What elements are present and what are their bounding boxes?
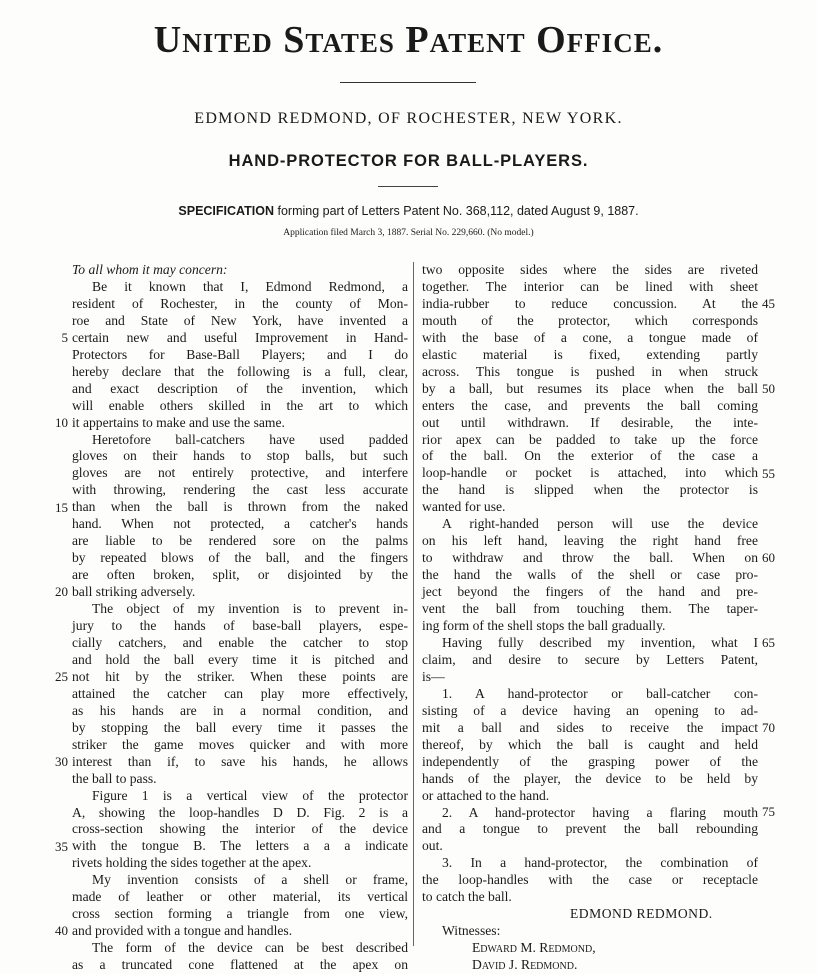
text-line: mouth of the protector, which corresponds	[422, 312, 758, 328]
text-line: enters the case, and prevents the ball coming	[422, 397, 758, 413]
line-number: 45	[762, 296, 775, 311]
line-number: 5	[61, 330, 68, 345]
text-line: and hold the ball every time it is pitched and	[72, 651, 408, 667]
text-line: 2. A hand-protector having a flaring mouth	[442, 804, 758, 820]
text-line: hereby declare that the following is a full, clear,	[72, 363, 408, 379]
text-line: than when the ball is thrown from the naked	[72, 499, 408, 515]
line-number: 15	[55, 500, 68, 515]
text-line: together. The interior can be lined with sheet	[422, 278, 758, 294]
text-line: with the tongue B. The letters a a a indicate	[72, 838, 408, 854]
text-line: Heretofore ball-catchers have used padded	[92, 431, 408, 447]
text-line: the hand is slipped when the protector is	[422, 482, 758, 498]
line-number: 20	[55, 584, 68, 599]
line-number: 65	[762, 635, 775, 650]
text-line: to catch the ball.	[422, 889, 512, 905]
text-line: across. This tongue is pushed in when struck	[422, 363, 758, 379]
text-line: rior apex can be padded to take up the force	[422, 431, 758, 447]
text-line: jury to the hands of base-ball players, espe-	[72, 618, 408, 634]
text-line: interest than if, to save his hands, he allows	[72, 753, 408, 769]
text-line: are liable to be rendered sore on the palms	[72, 533, 408, 549]
text-line: Protectors for Base-Ball Players; and I do	[72, 346, 408, 362]
text-line: made of leather or other material, its vertical	[72, 889, 408, 905]
text-line: cross section forming a triangle from one view,	[72, 906, 408, 922]
application-line: Application filed March 3, 1887. Serial No. 229,660. (No model.)	[283, 228, 534, 238]
text-line: thereof, by which the ball is caught and held	[422, 736, 758, 752]
specification-text: forming part of Letters Patent No. 368,112, dated August 9, 1887.	[277, 204, 639, 218]
line-number: 40	[55, 923, 68, 938]
line-number: 30	[55, 754, 68, 769]
text-line: is—	[422, 668, 445, 684]
line-number: 60	[762, 550, 775, 565]
text-line: ject beyond the fingers of the hand and pre-	[422, 584, 758, 600]
text-line: mit a ball and sides to receive the impact	[422, 719, 758, 735]
text-line: and provided with a tongue and handles.	[72, 923, 293, 939]
text-line: as a truncated cone flattened at the apex on	[72, 957, 408, 973]
text-line: or attached to the hand.	[422, 787, 550, 803]
text-line: My invention consists of a shell or frame,	[92, 872, 408, 888]
witness-name: Edward M. Redmond,	[472, 940, 596, 956]
text-line: gloves on their hands to stop balls, but such	[72, 448, 408, 464]
text-line: striker the game moves quicker and with more	[72, 736, 408, 752]
text-line: cially catchers, and enable the catcher to stop	[72, 634, 408, 650]
left-column	[72, 262, 408, 974]
right-column	[422, 262, 758, 974]
text-line: on his left hand, leaving the right hand free	[422, 533, 758, 549]
text-line: roe and State of New York, have invented a	[72, 312, 408, 328]
text-line: Be it known that I, Edmond Redmond, a	[92, 278, 408, 294]
witness-name: David J. Redmond.	[472, 957, 578, 973]
text-line: 1. A hand-protector or ball-catcher con-	[442, 685, 758, 701]
specification-label: SPECIFICATION	[178, 204, 274, 218]
invention-title: HAND-PROTECTOR FOR BALL-PLAYERS.	[228, 152, 589, 170]
text-line: vent the ball from touching them. The taper-	[422, 601, 758, 617]
text-line: To all whom it may concern:	[72, 262, 228, 277]
text-line: 3. In a hand-protector, the combination of	[442, 855, 758, 871]
inventor-line: EDMOND REDMOND, OF ROCHESTER, NEW YORK.	[194, 110, 623, 127]
text-line: rivets holding the sides together at the apex.	[72, 855, 312, 871]
text-line: A right-handed person will use the device	[442, 516, 758, 532]
text-line: attained the catcher can play more effectively,	[72, 685, 408, 701]
text-line: by a ball, but resumes its place when the ball	[422, 380, 758, 396]
text-line: by repeated blows of the ball, and the fingers	[72, 550, 408, 566]
text-line: A, showing the loop-handles D D. Fig. 2 is a	[72, 804, 408, 820]
line-number: 35	[55, 839, 68, 854]
text-line: two opposite sides where the sides are riveted	[422, 262, 758, 277]
line-number: 25	[55, 669, 68, 684]
text-line: and a tongue to prevent the ball rebounding	[422, 821, 758, 837]
text-line: are often broken, split, or disjointed by the	[72, 567, 408, 583]
line-number: 75	[762, 804, 775, 819]
text-line: hands of the player, the device to be held by	[422, 770, 758, 786]
text-line: elastic material is fixed, extending partly	[422, 346, 758, 362]
witnesses-label: Witnesses:	[442, 923, 501, 939]
text-line: independently of the grasping power of the	[422, 753, 758, 769]
text-line: loop-handle or pocket is attached, into which	[422, 465, 758, 481]
text-line: cross-section showing the interior of the device	[72, 821, 408, 837]
text-line: sisting of a device having an opening to ad-	[422, 702, 758, 718]
text-line: the loop-handles with the case or receptacle	[422, 872, 758, 888]
text-line: india-rubber to reduce concussion. At the	[422, 295, 758, 311]
text-line: it appertains to make and use the same.	[72, 414, 285, 430]
text-line: The object of my invention is to prevent in-	[92, 601, 408, 617]
column-divider	[413, 262, 414, 946]
text-line: will enable others skilled in the art to which	[72, 397, 408, 413]
text-line: out until withdrawn. If desirable, the inte-	[422, 414, 758, 430]
patent-office-title: United States Patent Office.	[153, 19, 664, 61]
text-line: The form of the device can be best described	[92, 940, 408, 956]
specification-line	[0, 204, 817, 218]
short-rule	[378, 186, 438, 187]
signature: EDMOND REDMOND.	[570, 906, 713, 922]
title-rule	[340, 82, 476, 83]
text-line: with throwing, rendering the cast less accurate	[72, 482, 408, 498]
text-line: claim, and desire to secure by Letters Patent,	[422, 651, 758, 667]
text-line: with the base of a cone, a tongue made of	[422, 329, 758, 345]
text-line: ball striking adversely.	[72, 584, 196, 600]
text-line: certain new and useful Improvement in Hand-	[72, 329, 408, 345]
text-line: ing form of the shell stops the ball gradually.	[422, 618, 666, 634]
text-line: hand. When not protected, a catcher's hands	[72, 516, 408, 532]
text-line: to withdraw and throw the ball. When on	[422, 550, 758, 566]
text-line: of the ball. On the exterior of the case a	[422, 448, 758, 464]
text-line: Having fully described my invention, what I	[442, 634, 758, 650]
text-line: the hand the walls of the shell or case pro-	[422, 567, 758, 583]
text-line: the ball to pass.	[72, 770, 157, 786]
text-line: resident of Rochester, in the county of Mon-	[72, 295, 408, 311]
text-line: as his hands are in a normal condition, and	[72, 702, 408, 718]
text-line: not hit by the striker. When these points are	[72, 668, 408, 684]
line-number: 10	[55, 415, 68, 430]
line-number: 55	[762, 466, 775, 481]
text-line: out.	[422, 838, 443, 854]
text-line: by stopping the ball every time it passes the	[72, 719, 408, 735]
text-line: wanted for use.	[422, 499, 506, 515]
text-line: and exact description of the invention, which	[72, 380, 408, 396]
line-number: 70	[762, 720, 775, 735]
text-line: Figure 1 is a vertical view of the protector	[92, 787, 408, 803]
line-number: 50	[762, 381, 775, 396]
text-line: gloves are not entirely protective, and interfere	[72, 465, 408, 481]
